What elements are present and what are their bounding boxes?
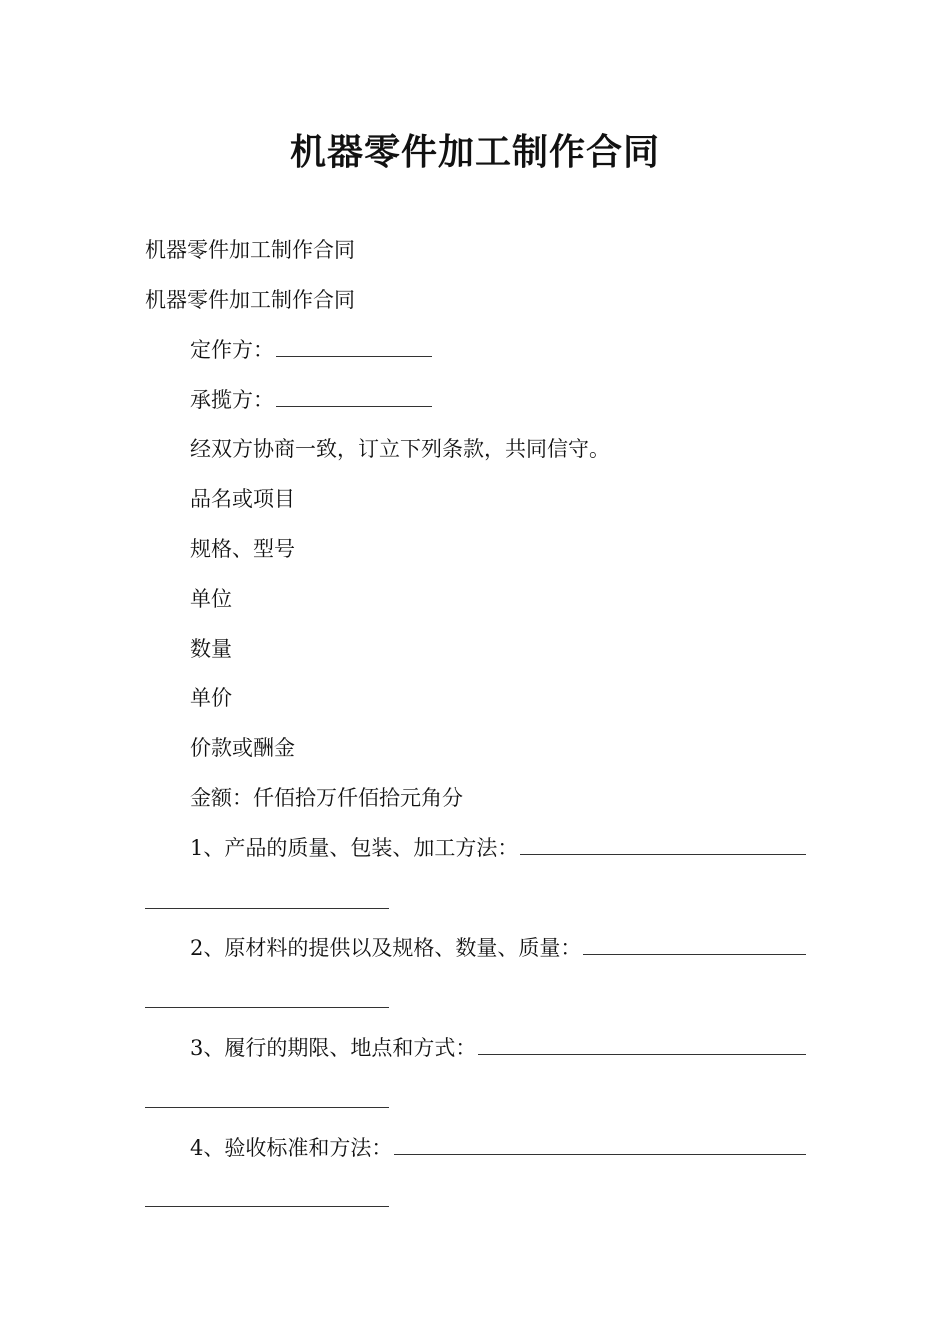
clause-2 [190, 933, 806, 963]
party-a-blank [276, 336, 432, 357]
clause-label: 3、履行的期限、地点和方式： [190, 1036, 477, 1060]
item-line: 单价 [190, 686, 232, 710]
party-b-blank [276, 386, 432, 407]
clause-blank [520, 834, 806, 855]
intro-paragraph: 经双方协商一致，订立下列条款，共同信守。 [190, 437, 610, 461]
item-line: 单位 [190, 587, 232, 611]
subtitle-line: 机器零件加工制作合同 [145, 288, 355, 312]
clause-label: 2、原材料的提供以及规格、数量、质量： [190, 936, 582, 960]
party-a-field [190, 335, 432, 365]
party-a-label: 定作方： [190, 338, 274, 362]
clause-3 [190, 1033, 806, 1063]
clause-blank [478, 1034, 806, 1055]
party-b-field [190, 385, 432, 415]
item-line: 数量 [190, 637, 232, 661]
clause-continuation-blank [145, 1107, 389, 1108]
item-line: 金额：仟佰拾万仟佰拾元角分 [190, 786, 463, 810]
clause-4 [190, 1133, 806, 1163]
clause-blank [394, 1134, 806, 1155]
clause-continuation-blank [145, 1007, 389, 1008]
item-line: 价款或酬金 [190, 736, 295, 760]
clause-continuation-blank [145, 1206, 389, 1207]
clause-label: 4、验收标准和方法： [190, 1136, 393, 1160]
party-b-label: 承揽方： [190, 388, 274, 412]
page-title: 机器零件加工制作合同 [289, 132, 660, 173]
clause-label: 1、产品的质量、包装、加工方法： [190, 836, 519, 860]
clause-continuation-blank [145, 908, 389, 909]
subtitle-line: 机器零件加工制作合同 [145, 238, 355, 262]
item-line: 规格、型号 [190, 537, 295, 561]
clause-1 [190, 833, 806, 863]
item-line: 品名或项目 [190, 487, 295, 511]
clause-blank [583, 934, 806, 955]
